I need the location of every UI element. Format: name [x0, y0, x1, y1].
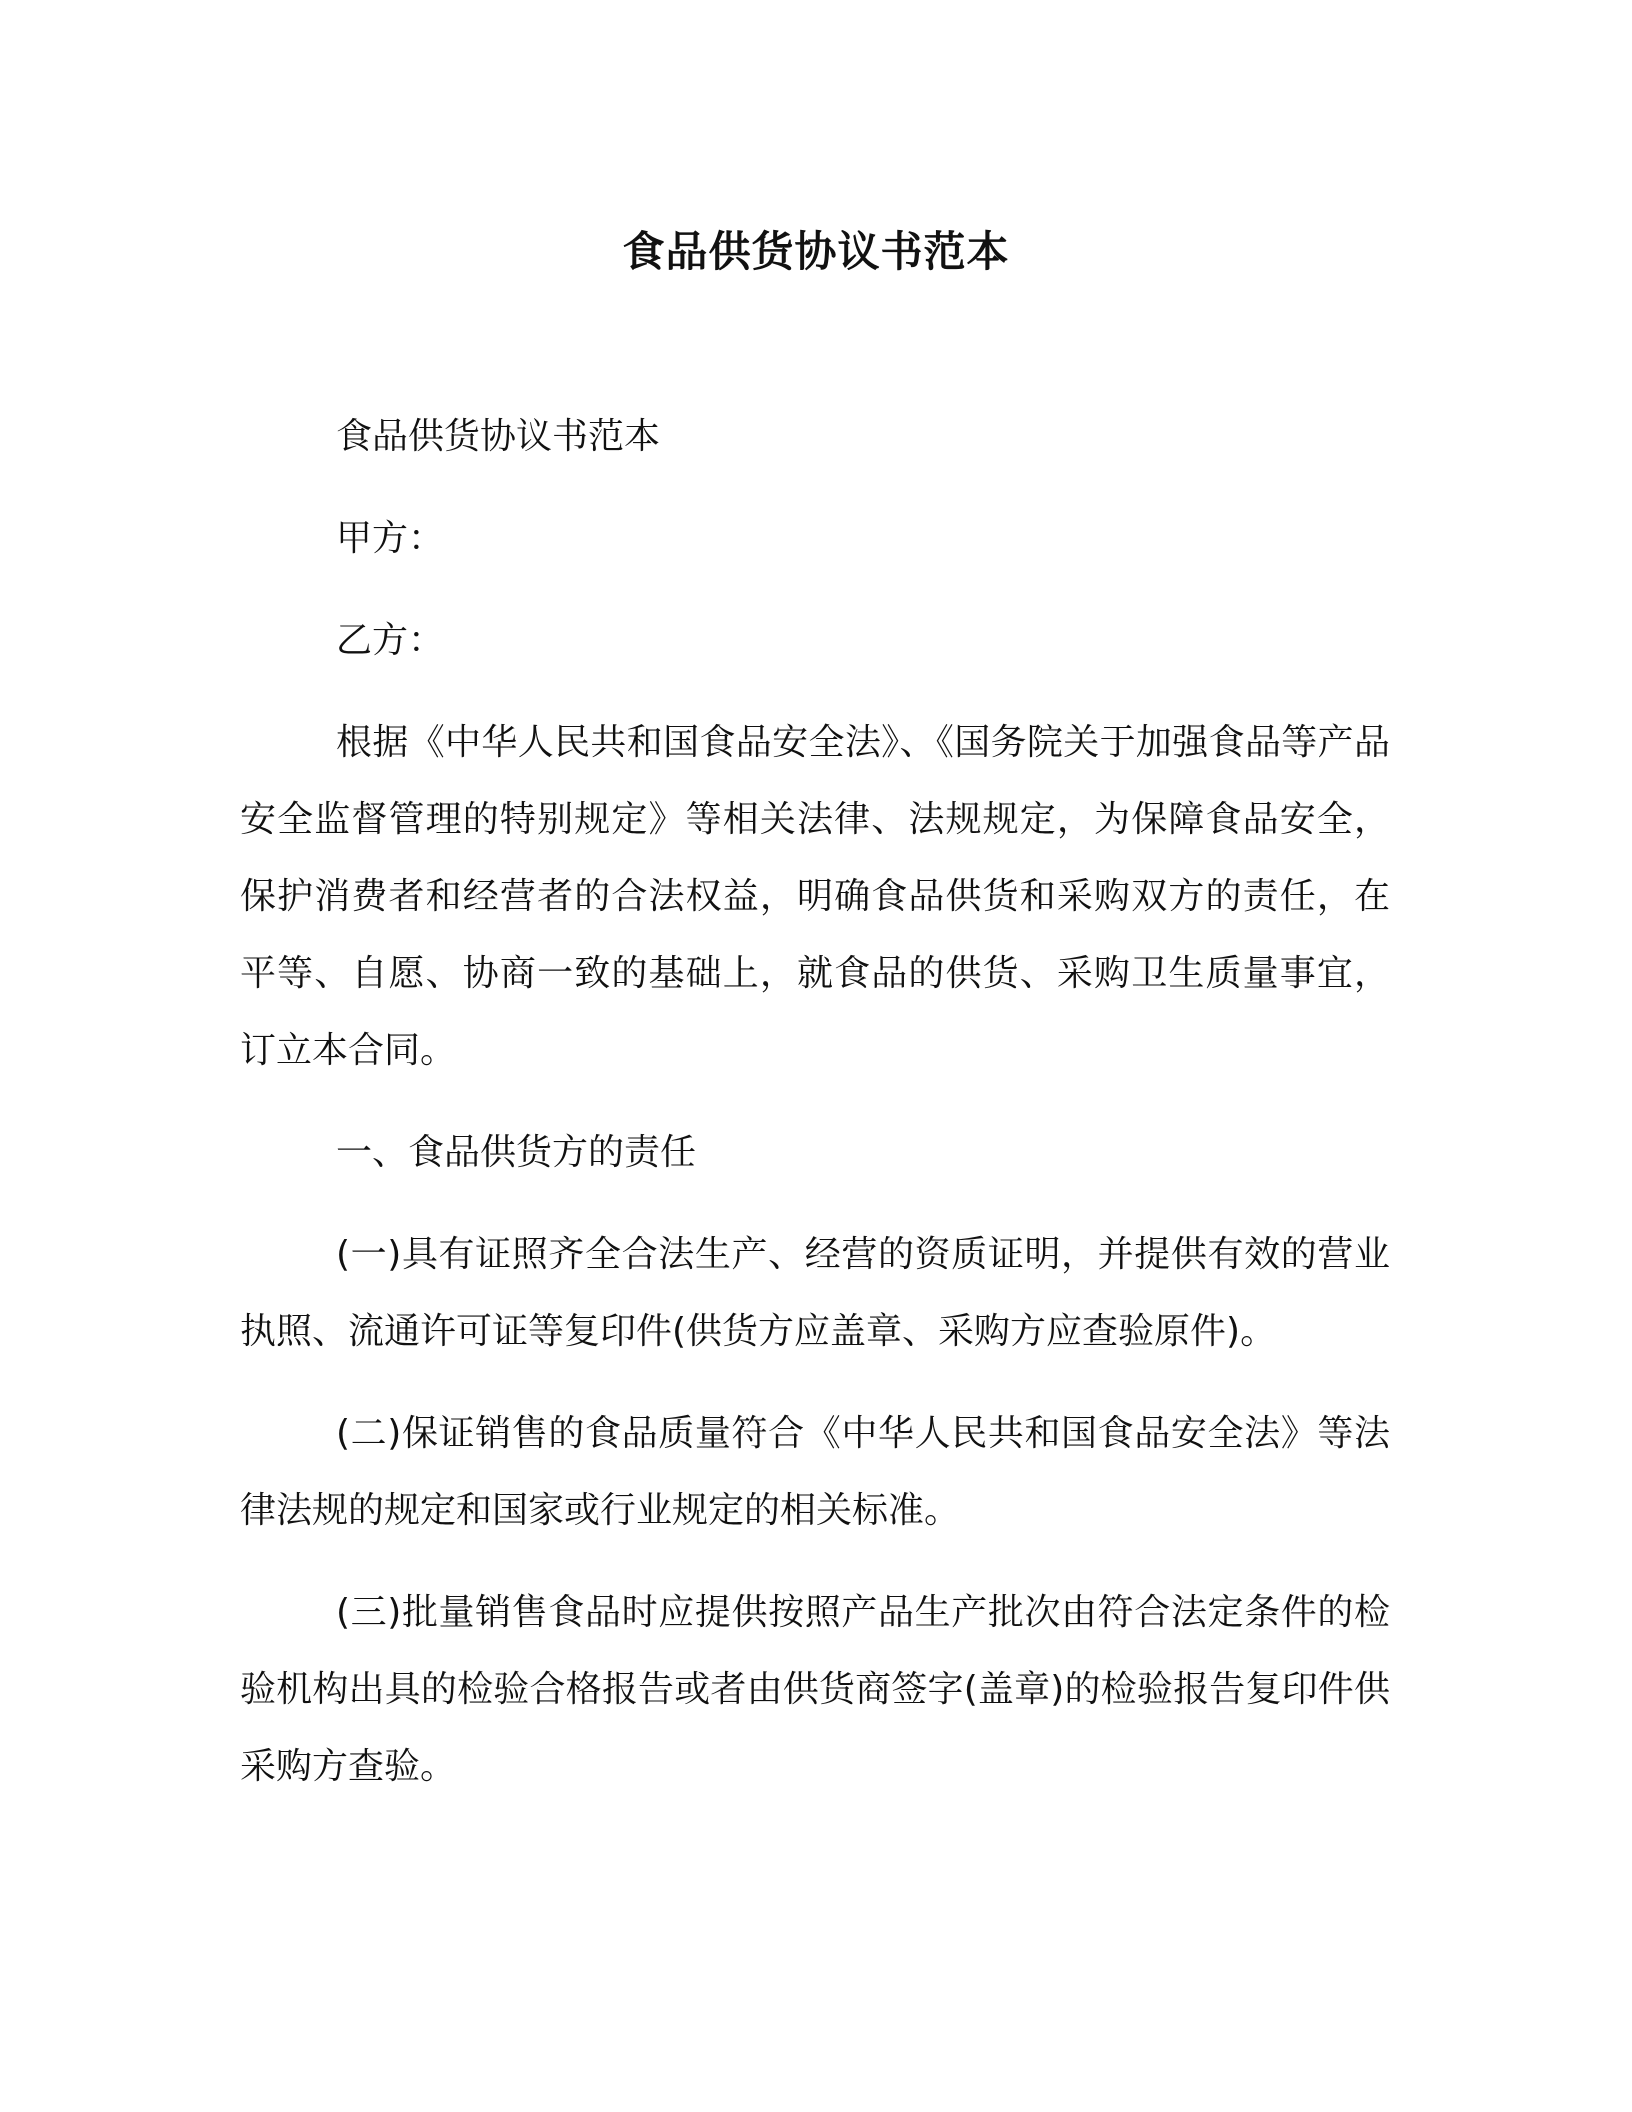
doc-subtitle: 食品供货协议书范本	[336, 416, 661, 457]
section-heading-1: 一、食品供货方的责任	[336, 1132, 697, 1173]
clause-1: (一)具有证照齐全合法生产、经营的资质证明，并提供有效的营业执照、流通许可证等复印件(供货方应盖章、采购方应查验原件)。	[240, 1234, 1390, 1352]
clause-2: (二)保证销售的食品质量符合《中华人民共和国食品安全法》等法律法规的规定和国家或行业规定的相关标准。	[240, 1413, 1390, 1531]
party-b-line: 乙方：	[336, 620, 445, 661]
preamble-paragraph: 根据《中华人民共和国食品安全法》、《国务院关于加强食品等产品安全监督管理的特别规定》等相关法律、法规规定，为保障食品安全，保护消费者和经营者的合法权益，明确食品供货和采购双方的责任，在平等、自愿、协商一致的基础上，就食品的供货、采购卫生质量事宜，订立本合同。	[240, 722, 1390, 1071]
clause-3: (三)批量销售食品时应提供按照产品生产批次由符合法定条件的检验机构出具的检验合格报告或者由供货商签字(盖章)的检验报告复印件供采购方查验。	[240, 1592, 1390, 1787]
party-a-line: 甲方：	[336, 518, 445, 559]
document-title: 食品供货协议书范本	[622, 227, 1010, 276]
document-body	[240, 398, 1390, 1830]
